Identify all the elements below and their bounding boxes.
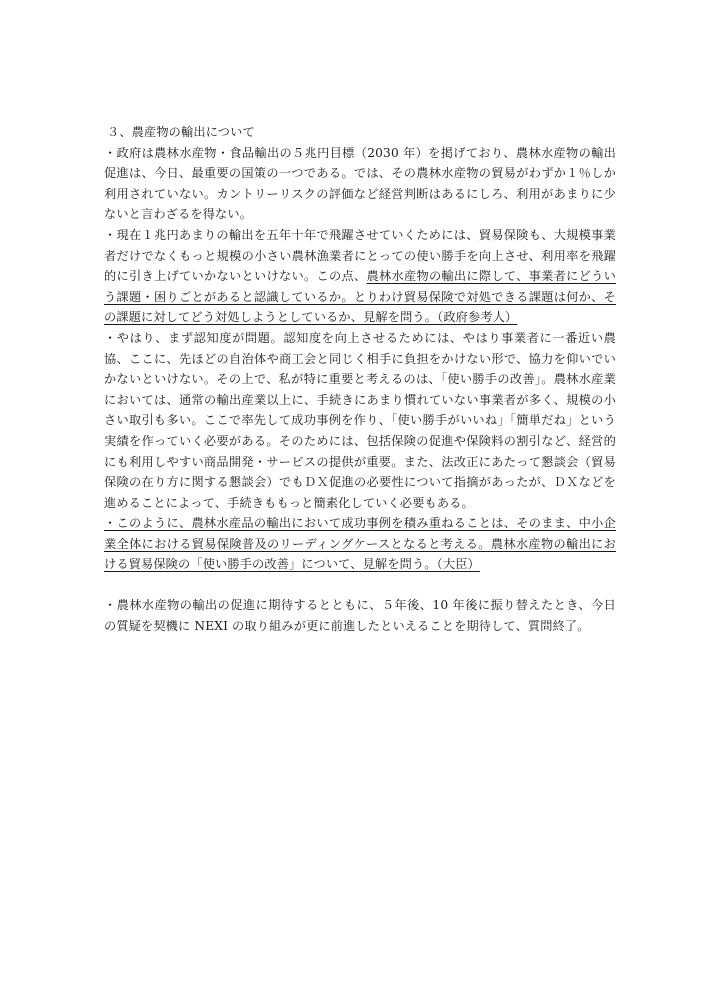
paragraph-trade-insurance-usability <box>104 225 616 328</box>
question-government-witness: 農林水産物の輸出に際して、事業者にどういう課題・困りごとがあると認識しているか。とりわけ貿易保険で対処できる課題は何か、その課題に対してどう対処しようとしているか、見解を問う。（政府参考人） <box>104 269 616 325</box>
document-body <box>104 122 616 636</box>
paragraph-closing: ・農林水産物の輸出の促進に期待するとともに、５年後、10 年後に振り替えたとき、今日の質疑を契機に NEXI の取り組みが更に前進したといえることを期待して、質問終了。 <box>104 598 616 633</box>
section-heading: ３、農産物の輸出について <box>107 125 255 139</box>
paragraph-text: ・現在１兆円あまりの輸出を五年十年で飛躍させていくためには、貿易保険も、大規模事業者だけでなくもっと規模の小さい農林漁業者にとっての使い勝手を向上させ、利用率を飛躍的に引き上げていかないといけない。この点、 <box>104 227 616 284</box>
paragraph-spacer <box>104 575 616 595</box>
paragraph-export-target: ・政府は農林水産物・食品輸出の５兆円目標（2030 年）を掲げており、農林水産物の輸出促進は、今日、最重要の国策の一つである。では、その農林水産物の貿易がわずか１％しか利用されていない。カントリーリスクの評価など経営判断はあるにしろ、利用があまりに少ないと言わざるを得ない。 <box>104 145 616 222</box>
question-minister: ・このように、農林水産品の輸出において成功事例を積み重ねることは、そのまま、中小企業全体における貿易保険普及のリーディングケースとなると考える。農林水産物の輸出における貿易保険の「使い勝手の改善」について、見解を問う。（大臣） <box>104 516 616 572</box>
paragraph-awareness: ・やはり、まず認知度が問題。認知度を向上させるためには、やはり事業者に一番近い農協、ここに、先ほどの自治体や商工会と同じく相手に負担をかけない形で、協力を仰いでいかないといけない。その上で、私が特に重要と考えるのは、「使い勝手の改善」。農林水産業においては、通常の輸出産業以上に、手続きにあまり慣れていない事業者が多く、規模の小さい取引も多い。ここで率先して成功事例を作り、「使い勝手がいいね」「簡単だね」という実績を作っていく必要がある。そのためには、包括保険の促進や保険料の割引など、経営的にも利用しやすい商品開発・サービスの提供が重要。また、法改正にあたって懇談会（貿易保険の在り方に関する懇談会）でもＤＸ促進の必要性について指摘があったが、ＤＸなどを進めることによって、手続きももっと簡素化していく必要もある。 <box>104 330 616 510</box>
